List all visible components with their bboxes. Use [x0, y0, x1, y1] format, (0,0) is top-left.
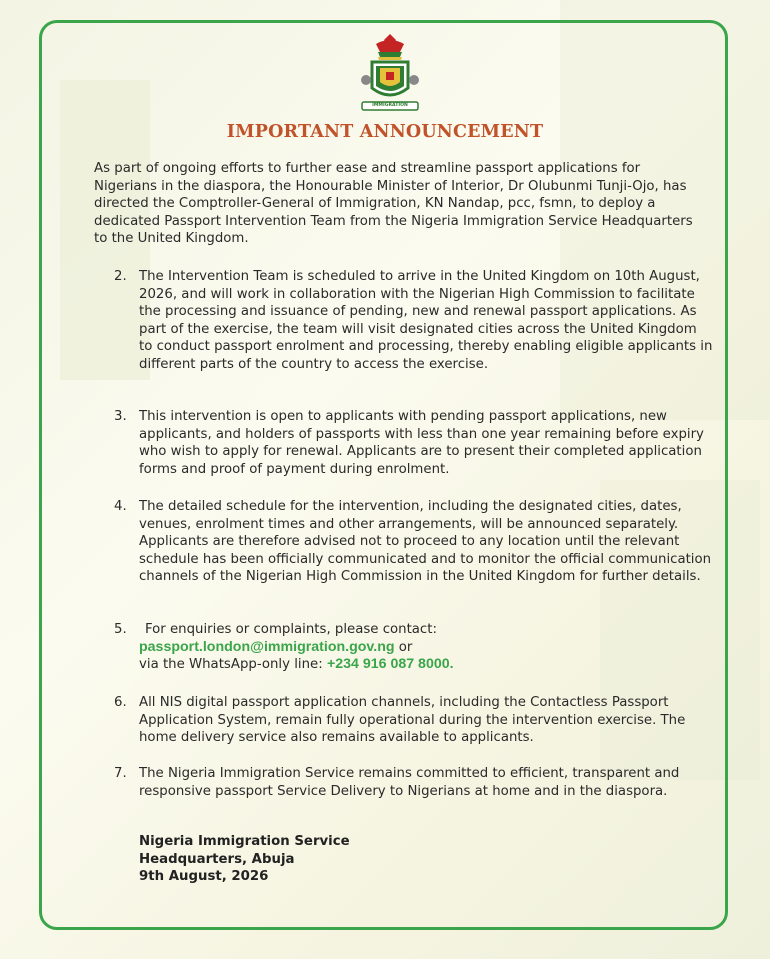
- contact-lead: For enquiries or complaints, please contact:: [145, 622, 437, 637]
- item-number: 6.: [114, 695, 127, 710]
- logo-banner-text: IMMIGRATION: [372, 103, 408, 108]
- list-item: [114, 498, 714, 586]
- list-item: [114, 268, 714, 374]
- item-number: 7.: [114, 766, 127, 781]
- list-item: [114, 765, 714, 800]
- item-number: 2.: [114, 269, 127, 284]
- intro-paragraph: As part of ongoing efforts to further ease and streamline passport applications for Nigerians in the diaspora, the Honourable Minister of Interior, Dr Olubunmi Tunji-Ojo, has directed the Comptroller-General of Immigration, KN Nandap, pcc, fsmn, to deploy a dedicated Passport Intervention Team from the Nigeria Immigration Service Headquarters to the United Kingdom.: [94, 161, 693, 247]
- item-text: All NIS digital passport application channels, including the Contactless Passport Application System, remain fully operational during the intervention exercise. The home delivery service also remains available to applicants.: [139, 695, 686, 746]
- contact-or: or: [398, 639, 413, 655]
- coat-of-arms-icon: [356, 30, 424, 114]
- item-text: The Intervention Team is scheduled to arrive in the United Kingdom on 10th August, 2026, and will work in collaboration with the Nigerian High Commission to facilitate the processing and issuance of pending, new and renewal passport applications. As part of the exercise, the team will visit designated cities across the United Kingdom to conduct passport enrolment and processing, thereby enabling eligible applicants in different parts of the country to access the exercise.: [139, 269, 713, 372]
- item-text: The Nigeria Immigration Service remains committed to efficient, transparent and responsive passport Service Delivery to Nigerians at home and in the diaspora.: [139, 766, 680, 799]
- contact-email-link[interactable]: passport.london@immigration.gov.ng: [139, 638, 395, 655]
- signature-date: 9th August, 2026: [139, 869, 269, 885]
- item-number: 4.: [114, 499, 127, 514]
- signature-block: [139, 833, 350, 886]
- signature-org: Nigeria Immigration Service: [139, 834, 350, 849]
- contact-item: [114, 621, 714, 674]
- item-text: This intervention is open to applicants with pending passport applications, new applicants, and holders of passports with less than one year remaining before expiry who wish to apply for renewal. Applicants are to present their completed application forms and proof of payment during enrolment.: [139, 409, 704, 477]
- list-item: [114, 694, 714, 747]
- whatsapp-lead: via the WhatsApp-only line:: [139, 657, 323, 673]
- page-title: IMPORTANT ANNOUNCEMENT: [226, 122, 544, 142]
- signature-location: Headquarters, Abuja: [139, 851, 295, 867]
- item-number: 3.: [114, 409, 127, 424]
- item-text: The detailed schedule for the intervention, including the designated cities, dates, venues, enrolment times and other arrangements, will be announced separately. Applicants are therefore advised not to proceed to any location until the relevant schedule has been officially communicated and to monitor the official communication channels of the Nigerian High Commission in the United Kingdom for further details.: [139, 499, 712, 585]
- item-number: 5.: [114, 622, 127, 637]
- list-item: [114, 408, 714, 478]
- whatsapp-phone-link[interactable]: +234 916 087 8000.: [326, 656, 454, 673]
